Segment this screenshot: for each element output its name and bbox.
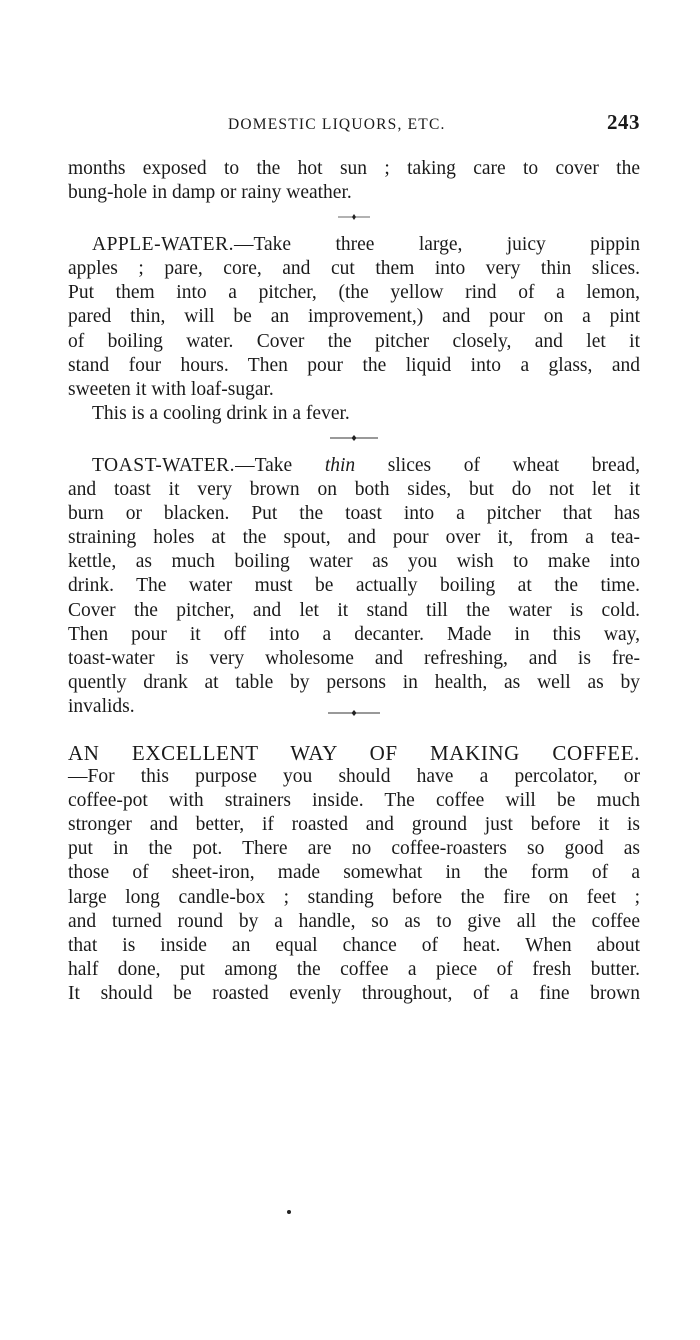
page-body (68, 157, 640, 1006)
intro-line-1: months exposed to the hot sun ; taking care to cover the (68, 158, 640, 179)
toast-water-line-8: Then pour it off into a decanter. Made in this way, (68, 623, 640, 645)
section-divider (68, 697, 640, 723)
toast-water-line-4: straining holes at the spout, and pour over it, from a tea- (68, 527, 640, 549)
coffee-line-4: put in the pot. There are no coffee-roasters so good as (68, 838, 640, 860)
divider-ornament-icon (322, 697, 386, 723)
apple-water-line-6: stand four hours. Then pour the liquid into a glass, and (68, 354, 640, 376)
toast-water-dash: —Take (235, 454, 325, 476)
coffee-line-7: and turned round by a handle, so as to give all the coffee (68, 910, 640, 932)
coffee-line-9: half done, put among the coffee a piece of fresh butter. (68, 958, 640, 980)
printing-dot (287, 1210, 291, 1214)
toast-water-text-start: slices of wheat bread, (355, 454, 640, 476)
toast-water-line-6: drink. The water must be actually boiling at the time. (68, 575, 640, 597)
apple-water-text-start: —Take three large, juicy pippin (233, 234, 640, 256)
coffee-line-2: coffee-pot with strainers inside. The coffee will be much (68, 790, 640, 812)
page-header (68, 112, 640, 142)
coffee-line-1: —For this purpose you should have a percolator, or (68, 766, 640, 788)
toast-water-line-2: and toast it very brown on both sides, but do not let it (68, 479, 640, 501)
toast-water-italic-word: thin (324, 454, 356, 476)
apple-water-line-4: pared thin, will be an improvement,) and pour on a pint (68, 306, 640, 328)
apple-water-line-5: of boiling water. Cover the pitcher closely, and let it (68, 330, 640, 352)
toast-water-line-3: burn or blacken. Put the toast into a pitcher that has (68, 503, 640, 525)
apple-water-line-3: Put them into a pitcher, (the yellow rind of a lemon, (68, 282, 640, 304)
apple-water-line-2: apples ; pare, core, and cut them into very thin slices. (68, 258, 640, 280)
divider-ornament-icon (334, 205, 374, 233)
coffee-line-8: that is inside an equal chance of heat. When about (68, 934, 640, 956)
intro-line-2: bung-hole in damp or rainy weather. (68, 182, 352, 204)
apple-water-line-1 (68, 233, 640, 257)
apple-water-note: This is a cooling drink in a fever. (92, 402, 350, 424)
toast-water-line-5: kettle, as much boiling water as you wish to make into (68, 551, 640, 573)
toast-water-line-9: toast-water is very wholesome and refreshing, and is fre- (68, 647, 640, 669)
toast-water-line-11: invalids. (68, 695, 135, 717)
section-divider (68, 205, 640, 233)
page-number: 243 (607, 110, 640, 134)
coffee-heading: AN EXCELLENT WAY OF MAKING COFFEE. (68, 740, 640, 765)
spacer (68, 723, 640, 741)
running-head: DOMESTIC LIQUORS, ETC. (228, 116, 446, 133)
toast-water-line-7: Cover the pitcher, and let it stand till the water is cold. (68, 599, 640, 621)
coffee-line-10: It should be roasted evenly throughout, of a fine brown (68, 982, 640, 1004)
coffee-line-6: large long candle-box ; standing before the fire on feet ; (68, 886, 640, 908)
toast-water-line-1 (68, 454, 640, 478)
coffee-line-5: those of sheet-iron, made somewhat in the form of a (68, 862, 640, 884)
toast-water-line-10: quently drank at table by persons in health, as well as by (68, 671, 640, 693)
toast-water-title: TOAST-WATER. (92, 454, 236, 476)
apple-water-line-7: sweeten it with loaf-sugar. (68, 378, 274, 400)
section-divider (68, 426, 640, 454)
apple-water-title: APPLE-WATER. (92, 234, 234, 256)
divider-ornament-icon (324, 426, 384, 454)
coffee-line-3: stronger and better, if roasted and ground just before it is (68, 814, 640, 836)
